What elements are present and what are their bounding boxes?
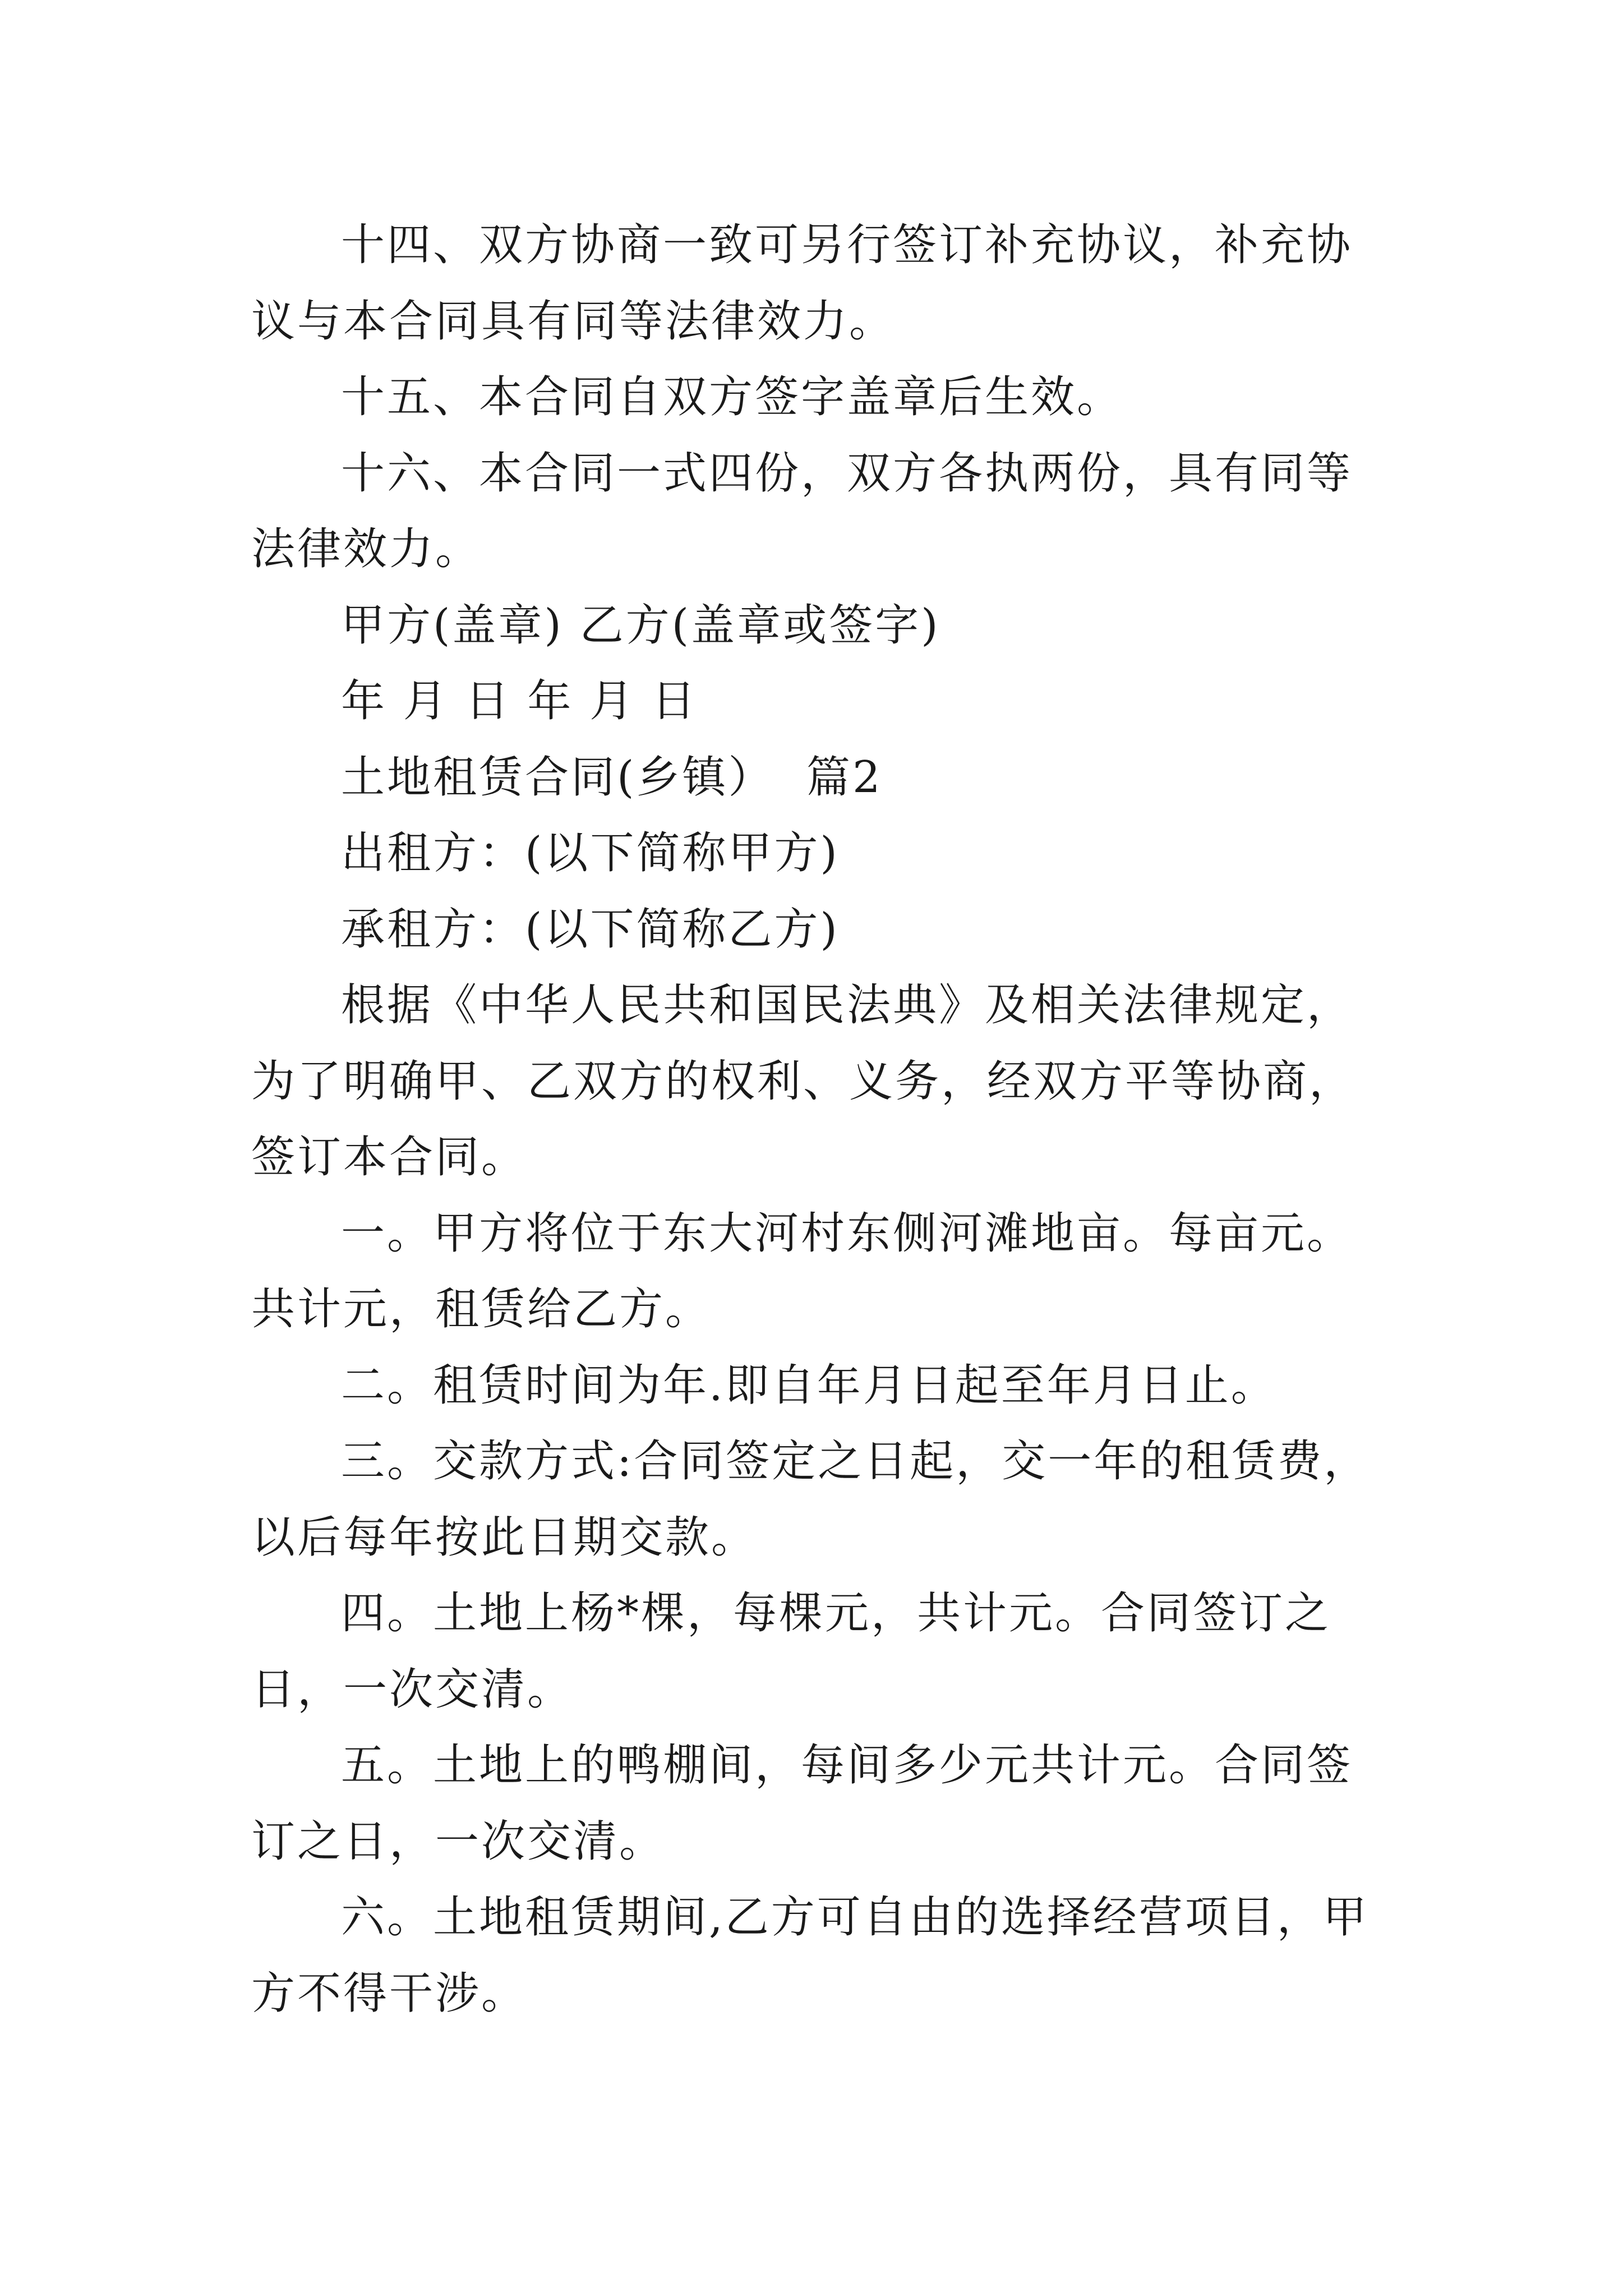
preamble: 根据《中华人民共和国民法典》及相关法律规定，为了明确甲、乙双方的权利、义务，经双方平等协商，签订本合同。: [251, 980, 1355, 1182]
clause-3: 三。交款方式:合同签定之日起，交一年的租赁费，以后每年按此日期交款。: [251, 1436, 1370, 1563]
clause-4: 四。土地上杨*棵，每棵元，共计元。合同签订之日，一次交清。: [251, 1588, 1331, 1715]
document-body: [251, 208, 1384, 2032]
lessee-line: 承租方：(以下简称乙方): [341, 904, 840, 955]
contract-title: 土地租赁合同(乡镇） 篇2: [341, 752, 883, 803]
clause-1: 一。甲方将位于东大河村东侧河滩地亩。每亩元。共计元，租赁给乙方。: [251, 1208, 1353, 1335]
clause-16: 十六、本合同一式四份，双方各执两份，具有同等法律效力。: [251, 448, 1353, 574]
clause-5: 五。土地上的鸭棚间，每间多少元共计元。合同签订之日，一次交清。: [251, 1740, 1353, 1867]
date-line: 年 月 日 年 月 日: [341, 676, 698, 726]
signature-line: 甲方(盖章) 乙方(盖章或签字): [341, 600, 940, 651]
clause-2: 二。租赁时间为年.即自年月日起至年月日止。: [341, 1360, 1277, 1411]
lessor-line: 出租方：(以下简称甲方): [341, 828, 840, 878]
clause-14: 十四、双方协商一致可另行签订补充协议，补充协议与本合同具有同等法律效力。: [251, 220, 1353, 347]
clause-6: 六。土地租赁期间,乙方可自由的选择经营项目，甲方不得干涉。: [251, 1892, 1369, 2019]
clause-15: 十五、本合同自双方签字盖章后生效。: [341, 372, 1123, 422]
